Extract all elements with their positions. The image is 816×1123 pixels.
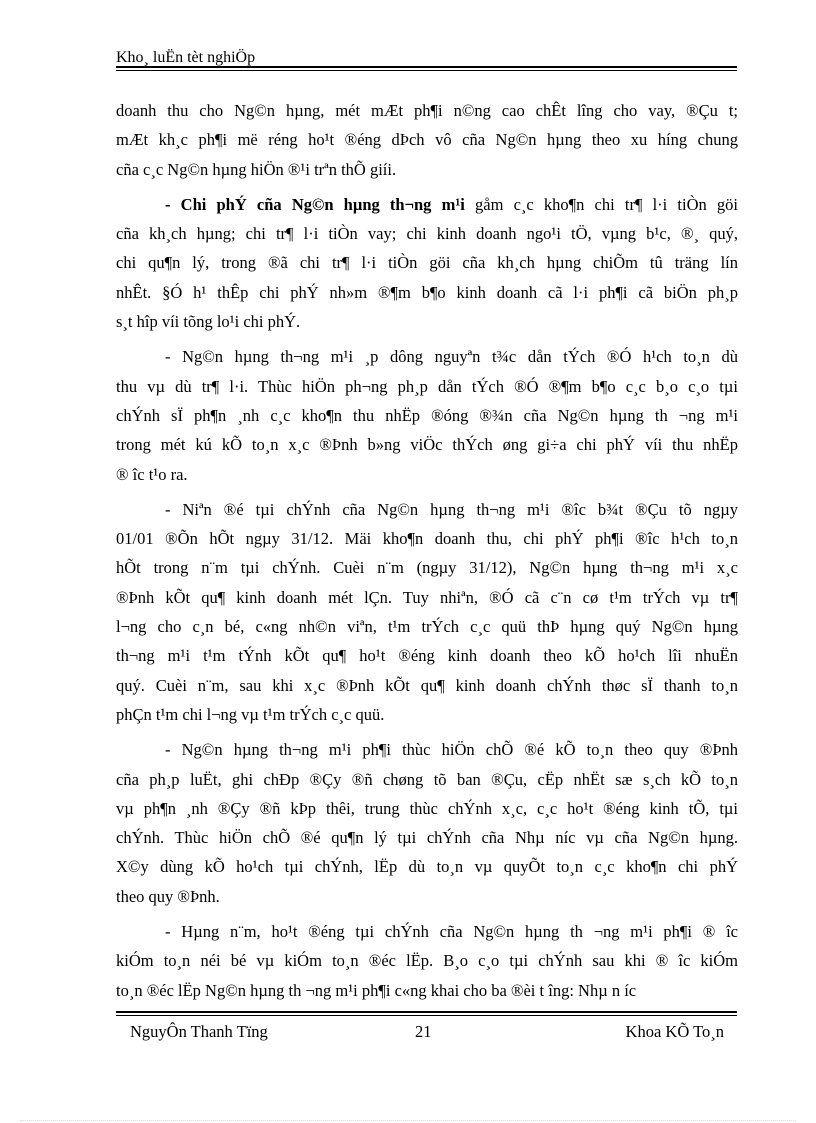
footer-rule-thin — [116, 1015, 737, 1016]
footer-page-number: 21 — [415, 1022, 432, 1041]
text-line: ®Þnh kÕt qu¶ kinh doanh mét lÇn. Tuy nhiªn, ®Ó cã c¨n cø t¹m trÝch vµ tr¶ — [116, 587, 738, 607]
text-line: doanh thu cho Ng©n hµng, mét mÆt ph¶i n©ng cao chÊt lîng cho vay, ®Çu t; — [116, 101, 738, 120]
text-line: s¸t hîp víi tõng lo¹i chi phÝ. — [116, 312, 301, 332]
text-line: ® îc t¹o ra. — [116, 464, 188, 484]
text-line: - Ng©n hµng th¬ng m¹i ¸p dông nguyªn t¾c dån tÝch ®Ó h¹ch to¸n dù — [165, 347, 738, 367]
footer-department: Khoa KÕ To¸n — [625, 1022, 724, 1041]
text-line: trong mét kú kÕ to¸n x¸c ®Þnh b»ng viÖc thÝch øng gi÷a chi phÝ víi thu nhËp — [116, 435, 738, 455]
text-line: 01/01 ®Õn hÕt ngµy 31/12. Mäi kho¶n doanh thu, chi phÝ ph¶i ®îc h¹ch to¸n — [116, 529, 738, 549]
text-line: chÝnh sÏ ph¶n ¸nh c¸c kho¶n thu nhËp ®óng ®¾n cña Ng©n hµng th ¬ng m¹i — [116, 405, 738, 425]
header-rule-thick — [116, 66, 737, 68]
text-line: cña kh¸ch hµng; chi tr¶ l·i tiÒn vay; chi kinh doanh ngo¹i tÖ, vµng b¹c, ®¸ quý, — [116, 224, 738, 244]
text-line: - Niªn ®é tµi chÝnh cña Ng©n hµng th¬ng m¹i ®îc b¾t ®Çu tõ ngµy — [165, 499, 738, 519]
body-text — [116, 96, 738, 1005]
text-line: l¬ng cho c¸n bé, c«ng nh©n viªn, t¹m trÝch c¸c quü thÞ hµng quý Ng©n hµng — [116, 617, 738, 637]
paragraph — [116, 495, 738, 729]
paragraph — [116, 735, 738, 911]
header-rule-thin — [116, 70, 737, 71]
text-line: chÝnh. Thùc hiÖn chÕ ®é qu¶n lý tµi chÝnh cña Nhµ níc vµ cña Ng©n hµng. — [116, 828, 738, 848]
text-line: cña ph¸p luËt, ghi chÐp ®Çy ®ñ chøng tõ ban ®Çu, cËp nhËt sæ s¸ch kÕ to¸n — [116, 769, 738, 789]
page-bottom-dotted-border — [20, 1120, 796, 1121]
text-line: th¬ng m¹i t¹m tÝnh kÕt qu¶ ho¹t ®éng kinh doanh theo kÕ ho¹ch lîi nhuËn — [116, 646, 738, 666]
text-line: cña c¸c Ng©n hµng hiÖn ®¹i trªn thÕ giíi. — [116, 159, 397, 179]
text-line: theo quy ®Þnh. — [116, 886, 220, 906]
header-title: Kho¸ luËn tèt nghiÖp — [116, 49, 256, 66]
text-line: thu vµ dù tr¶ l·i. Thùc hiÖn ph¬ng ph¸p dån tÝch ®Ó ®¶m b¶o c¸c b¸o c¸o tµi — [116, 376, 738, 396]
text-line: hÕt trong n¨m tµi chÝnh. Cuèi n¨m (ngµy 31/12), Ng©n hµng th¬ng m¹i x¸c — [116, 558, 738, 578]
text-line: quý. Cuèi n¨m, sau khi x¸c ®Þnh kÕt qu¶ kinh doanh chÝnh thøc sÏ thanh to¸n — [116, 675, 738, 695]
text-line: nhÊt. §Ó h¹ thÊp chi phÝ nh»m ®¶m b¶o kinh doanh cã l·i ph¶i cã biÖn ph¸p — [116, 282, 738, 302]
text-line — [116, 190, 738, 219]
bold-lead: - Chi phÝ cña Ng©n hµng th¬ng m¹i — [165, 194, 465, 214]
footer-rule-thick — [116, 1011, 737, 1013]
paragraph — [116, 342, 738, 488]
paragraph — [116, 190, 738, 336]
text-line: - Ng©n hµng th¬ng m¹i ph¶i thùc hiÖn chÕ ®é kÕ to¸n theo quy ®Þnh — [165, 740, 738, 760]
text-line: chi qu¶n lý, trong ®ã chi tr¶ l·i tiÒn göi cña kh¸ch hµng chiÕm tû träng lín — [116, 253, 738, 273]
text-line: - Hµng n¨m, ho¹t ®éng tµi chÝnh cña Ng©n hµng th ¬ng m¹i ph¶i ® îc — [165, 922, 738, 942]
text-line: phÇn t¹m chi l¬ng vµ t¹m trÝch c¸c quü. — [116, 704, 385, 724]
text-line: mÆt kh¸c ph¶i më réng ho¹t ®éng dÞch vô cña Ng©n hµng theo xu híng chung — [116, 130, 738, 150]
text-line: to¸n ®éc lËp Ng©n hµng th ¬ng m¹i ph¶i c«ng khai cho ba ®èi t îng: Nhµ n íc — [116, 980, 637, 1000]
paragraph — [116, 917, 738, 1005]
text-line: kiÓm to¸n néi bé vµ kiÓm to¸n ®éc lËp. B¸o c¸o tµi chÝnh sau khi ® îc kiÓm — [116, 951, 738, 971]
footer-author: NguyÔn Thanh Tïng — [130, 1022, 268, 1041]
text-line: X©y dùng kÕ ho¹ch tµi chÝnh, lËp dù to¸n vµ quyÕt to¸n c¸c kho¶n chi phÝ — [116, 857, 738, 877]
line-text: gåm c¸c kho¶n chi tr¶ l·i tiÒn göi — [464, 194, 738, 214]
paragraph — [116, 96, 738, 184]
text-line: vµ ph¶n ¸nh ®Çy ®ñ kÞp thêi, trung thùc chÝnh x¸c, c¸c ho¹t ®éng kinh tÕ, tµi — [116, 798, 738, 818]
